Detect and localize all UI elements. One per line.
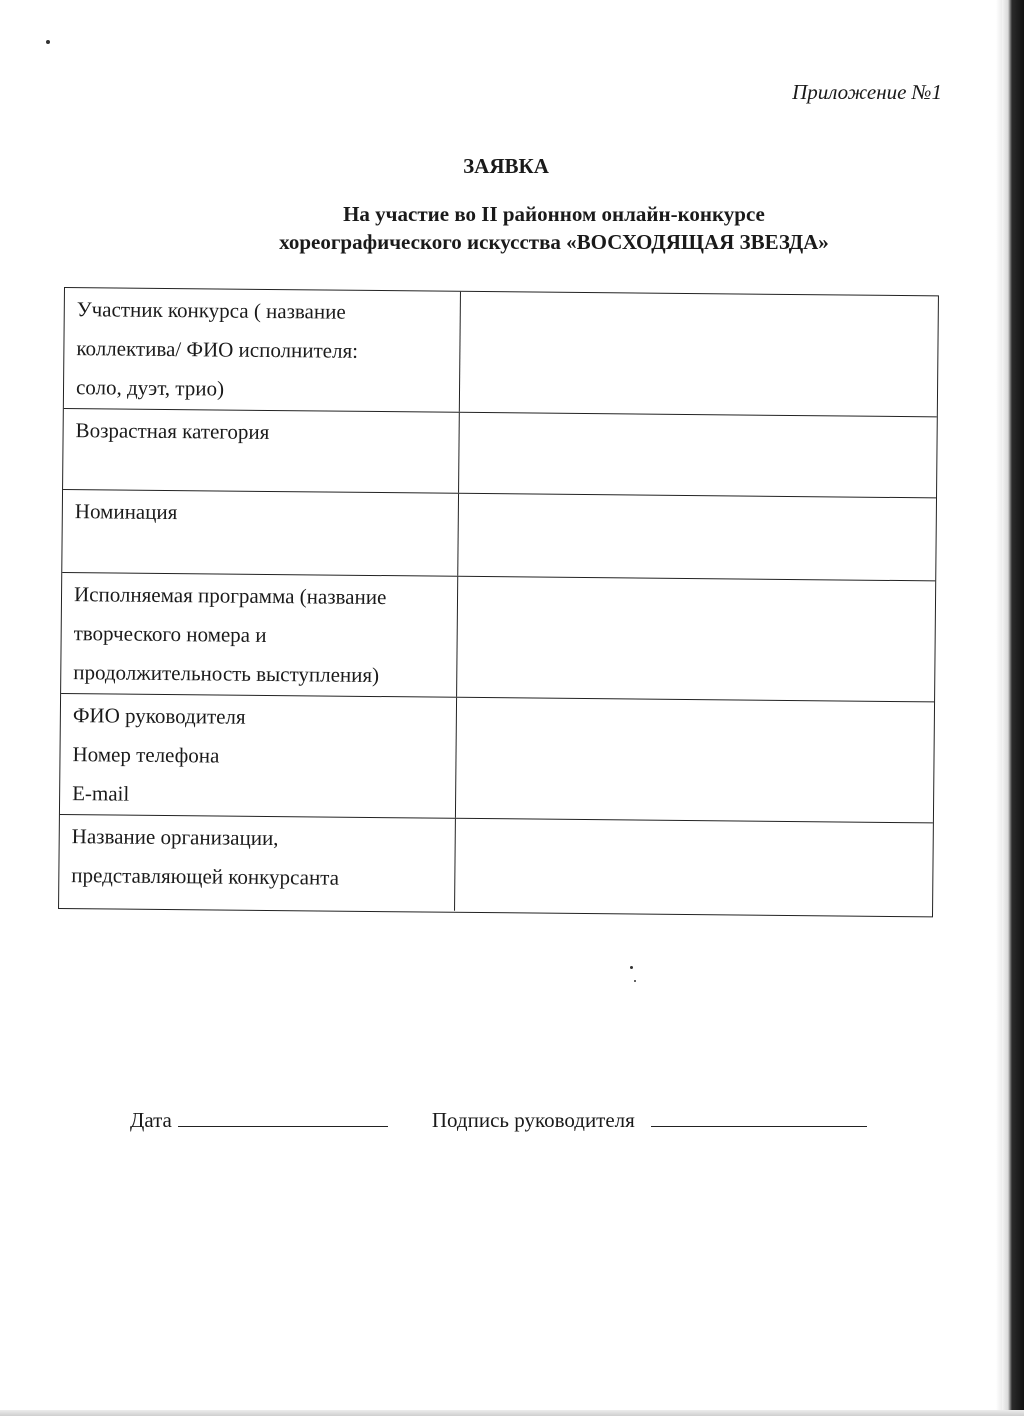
form-row-label [64, 288, 461, 412]
document-title: ЗАЯВКА [463, 154, 549, 178]
form-row [62, 490, 936, 581]
form-row-value-field[interactable] [455, 819, 933, 916]
form-row-label [62, 490, 459, 576]
scan-speck [634, 980, 636, 982]
form-row-value-field[interactable] [460, 292, 938, 417]
form-row-label [60, 694, 457, 818]
form-row-label [59, 815, 456, 911]
signature-footer [130, 1104, 930, 1133]
label-line: Название организации, [71, 824, 279, 851]
form-row-label [61, 573, 458, 697]
form-row [63, 409, 937, 498]
label-line: соло, дуэт, трио) [75, 375, 225, 401]
scan-speck [46, 40, 50, 44]
date-blank-line[interactable] [178, 1104, 388, 1127]
date-label: Дата [130, 1108, 172, 1132]
scan-edge-bottom [0, 1410, 1024, 1416]
form-row [64, 288, 938, 417]
signature-blank-line[interactable] [651, 1104, 867, 1127]
label-line: представляющей конкурсанта [71, 863, 340, 890]
label-line: E-mail [72, 781, 130, 806]
label-line: творческого номера и [73, 621, 267, 647]
form-row-value-field[interactable] [456, 698, 934, 823]
label-line: ФИО руководителя [72, 703, 246, 729]
label-line: продолжительность выступления) [73, 660, 380, 688]
form-row-value-field[interactable] [459, 413, 937, 498]
form-row [59, 815, 933, 915]
label-line: Возрастная категория [75, 418, 270, 444]
label-line: Исполняемая программа (название [73, 582, 387, 610]
subtitle-line: хореографического искусства «ВОСХОДЯЩАЯ ЗВЕЗДА» [279, 230, 829, 254]
subtitle-line: На участие во II районном онлайн-конкурсе [343, 202, 765, 226]
application-form-table [58, 287, 939, 917]
form-row-value-field[interactable] [458, 494, 936, 581]
form-row-label [63, 409, 460, 493]
form-row-value-field[interactable] [457, 577, 935, 702]
scan-speck [630, 966, 633, 969]
label-line: коллектива/ ФИО исполнителя: [76, 336, 359, 363]
form-row [61, 573, 935, 702]
label-line: Номер телефона [72, 742, 220, 768]
label-line: Участник конкурса ( название [76, 297, 346, 324]
document-subtitle [0, 200, 1024, 256]
signature-label: Подпись руководителя [431, 1108, 635, 1132]
label-line: Номинация [74, 499, 178, 525]
form-row [60, 694, 934, 823]
annex-label: Приложение №1 [792, 80, 942, 104]
